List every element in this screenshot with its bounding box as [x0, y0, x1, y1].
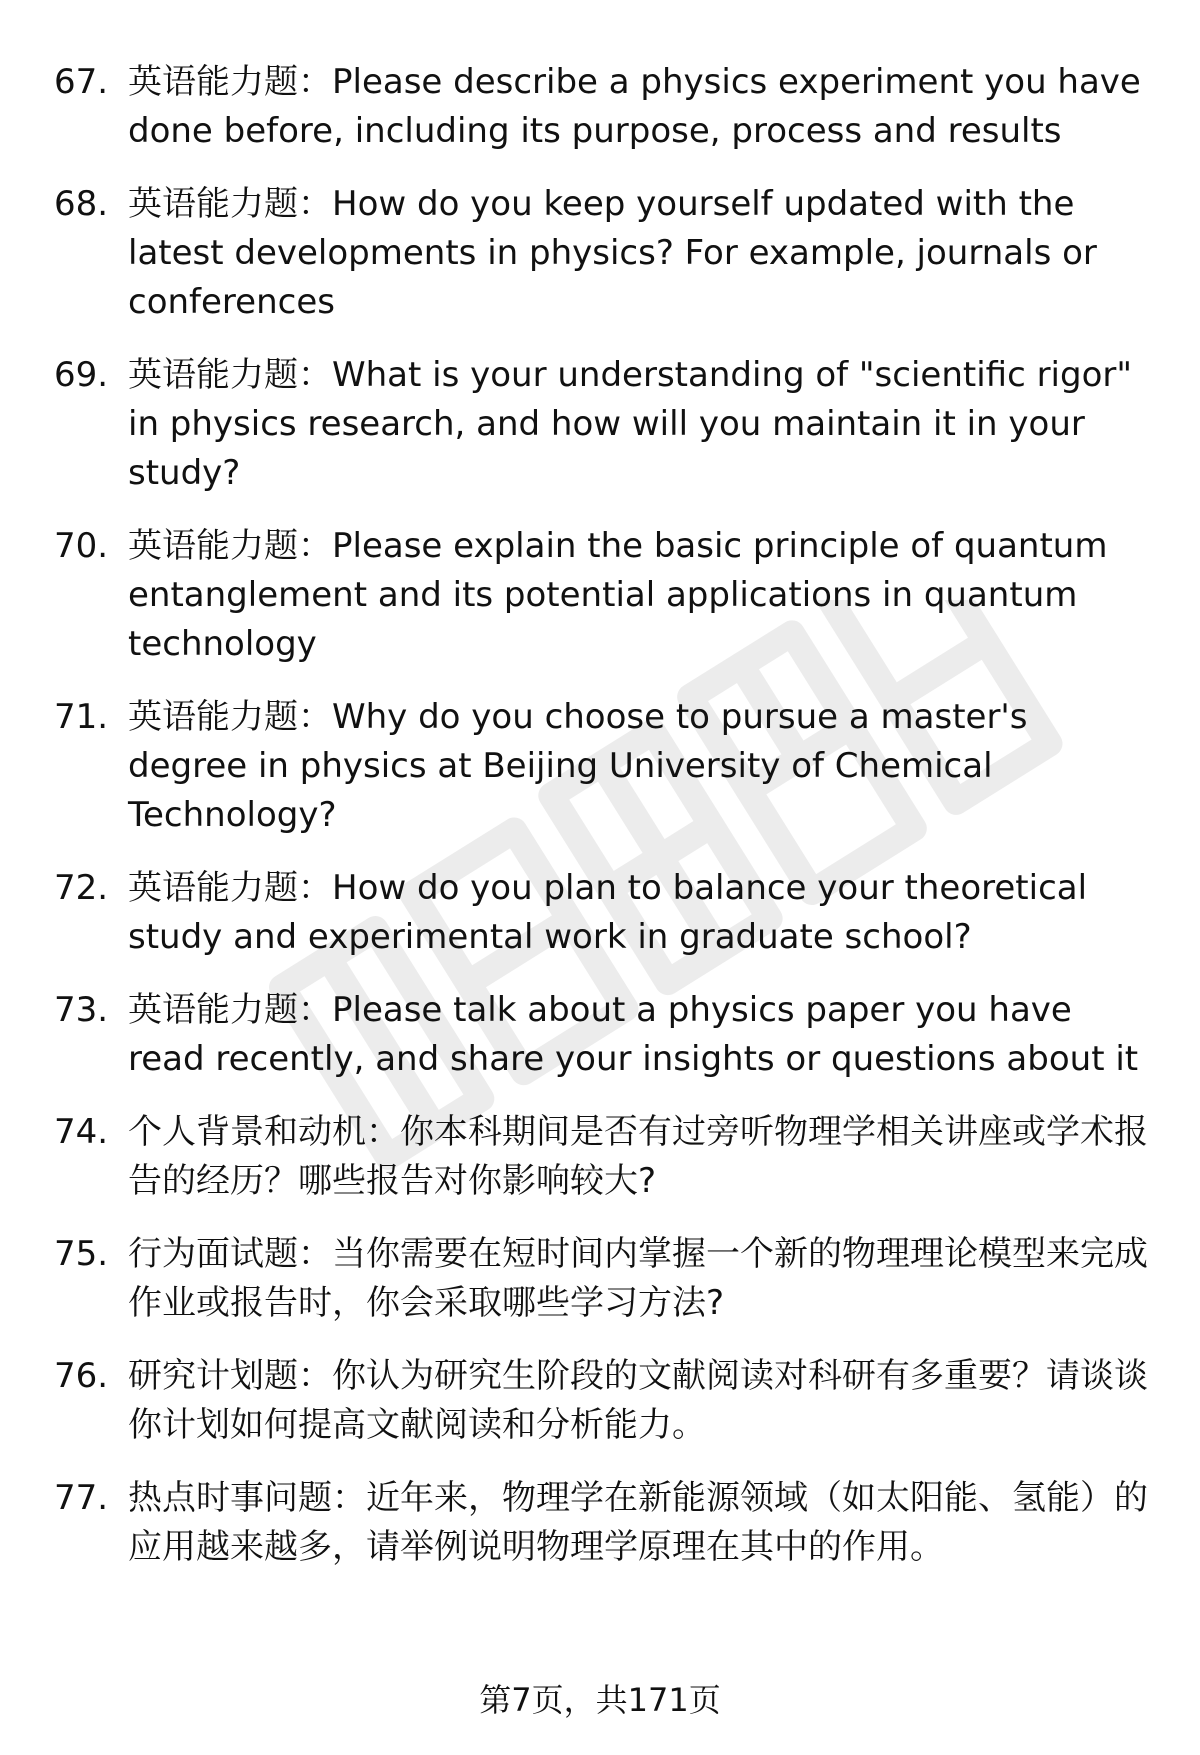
- question-body: Please talk about a physics paper you have read recently, and share your insights or questions about it: [128, 990, 1139, 1079]
- question-category: 热点时事问题：: [128, 1478, 366, 1518]
- question-list: [54, 58, 1154, 1596]
- question-text: [128, 1230, 1154, 1328]
- question-category: 英语能力题：: [128, 355, 332, 395]
- question-body: 你本科期间是否有过旁听物理学相关讲座或学术报告的经历？哪些报告对你影响较大?: [128, 1112, 1148, 1201]
- question-number: 75.: [54, 1234, 109, 1274]
- question-item: [54, 351, 1154, 498]
- question-category: 英语能力题：: [128, 697, 332, 737]
- question-category: 行为面试题：: [128, 1234, 332, 1274]
- question-item: [54, 1474, 1154, 1572]
- question-text: [128, 58, 1154, 156]
- question-item: [54, 1352, 1154, 1450]
- question-number: 73.: [54, 990, 109, 1030]
- question-item: [54, 58, 1154, 156]
- question-text: [128, 180, 1154, 327]
- question-category: 研究计划题：: [128, 1356, 332, 1396]
- question-number: 72.: [54, 868, 109, 908]
- question-item: [54, 864, 1154, 962]
- question-body: 当你需要在短时间内掌握一个新的物理理论模型来完成作业或报告时，你会采取哪些学习方法?: [128, 1234, 1148, 1323]
- question-item: [54, 522, 1154, 669]
- question-text: [128, 351, 1154, 498]
- question-item: [54, 693, 1154, 840]
- question-number: 77.: [54, 1478, 109, 1518]
- question-item: [54, 1108, 1154, 1206]
- question-number: 68.: [54, 184, 109, 224]
- question-number: 70.: [54, 526, 109, 566]
- question-category: 英语能力题：: [128, 526, 332, 566]
- question-category: 英语能力题：: [128, 184, 332, 224]
- question-text: [128, 1108, 1154, 1206]
- question-text: [128, 986, 1154, 1084]
- question-body: What is your understanding of "scientific rigor" in physics research, and how will you maintain it in your study?: [128, 355, 1132, 493]
- question-body: Please explain the basic principle of quantum entanglement and its potential applications in quantum technology: [128, 526, 1108, 664]
- question-body: How do you keep yourself updated with the latest developments in physics? For example, journals or conferences: [128, 184, 1097, 322]
- question-body: 近年来，物理学在新能源领域（如太阳能、氢能）的应用越来越多，请举例说明物理学原理在其中的作用。: [128, 1478, 1148, 1567]
- question-body: 你认为研究生阶段的文献阅读对科研有多重要？请谈谈你计划如何提高文献阅读和分析能力。: [128, 1356, 1148, 1445]
- question-item: [54, 180, 1154, 327]
- question-category: 个人背景和动机：: [128, 1112, 400, 1152]
- question-number: 71.: [54, 697, 109, 737]
- question-category: 英语能力题：: [128, 62, 332, 102]
- question-number: 67.: [54, 62, 109, 102]
- question-text: [128, 1474, 1154, 1572]
- question-text: [128, 693, 1154, 840]
- question-text: [128, 1352, 1154, 1450]
- question-number: 69.: [54, 355, 109, 395]
- question-body: How do you plan to balance your theoretical study and experimental work in graduate school?: [128, 868, 1088, 957]
- question-text: [128, 864, 1154, 962]
- question-item: [54, 1230, 1154, 1328]
- question-body: Please describe a physics experiment you have done before, including its purpose, process and results: [128, 62, 1141, 151]
- question-category: 英语能力题：: [128, 990, 332, 1030]
- question-body: Why do you choose to pursue a master's degree in physics at Beijing University of Chemical Technology?: [128, 697, 1028, 835]
- question-text: [128, 522, 1154, 669]
- question-category: 英语能力题：: [128, 868, 332, 908]
- question-item: [54, 986, 1154, 1084]
- question-number: 76.: [54, 1356, 109, 1396]
- page-number-footer: 第7页，共171页: [479, 1681, 721, 1719]
- question-number: 74.: [54, 1112, 109, 1152]
